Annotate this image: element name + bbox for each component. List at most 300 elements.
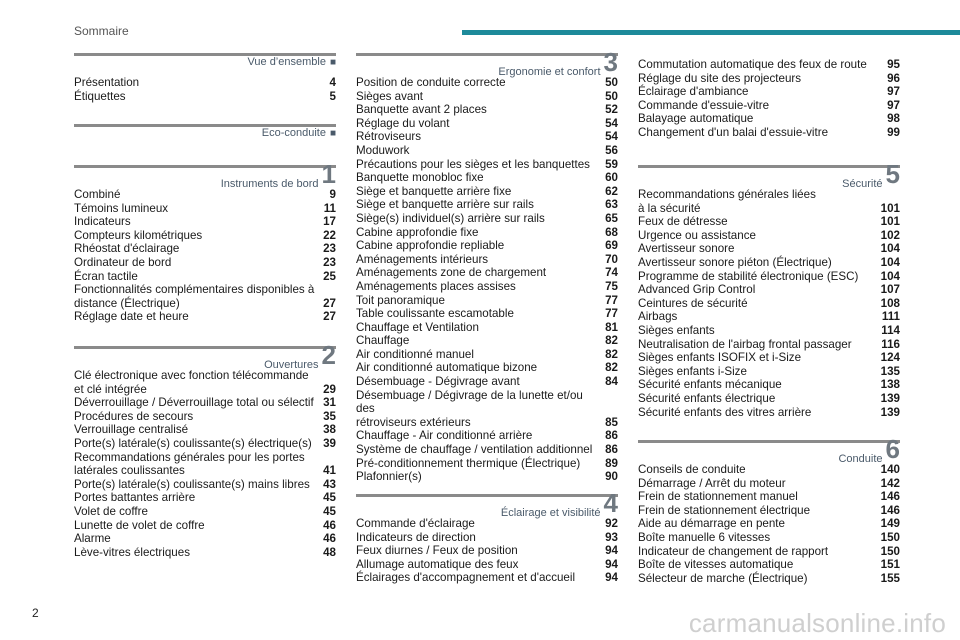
- toc-entry-label: Réglage du volant: [356, 116, 450, 130]
- toc-entry-label: Éclairages d'accompagnement et d'accueil: [356, 571, 576, 585]
- toc-entry-page: 99: [887, 125, 900, 139]
- toc-entry[interactable]: [356, 253, 618, 267]
- toc-entry-label: Programme de stabilité électronique (ESC): [638, 269, 859, 283]
- toc-entry-label: Moduwork: [356, 143, 410, 157]
- toc-entry-page: 150: [880, 530, 900, 544]
- toc-entry[interactable]: [74, 270, 336, 284]
- toc-entry-label: Chauffage: [356, 334, 410, 348]
- section-title[interactable]: Ouvertures: [264, 359, 319, 371]
- toc-entry-label: Présentation: [74, 76, 140, 89]
- toc-entry-page: 45: [323, 504, 336, 518]
- toc-entry-page: 139: [880, 391, 900, 405]
- toc-entry-label: Avertisseur sonore piéton (Électrique): [638, 255, 832, 269]
- toc-entry-page: 108: [880, 296, 900, 310]
- toc-entry-label: Boîte manuelle 6 vitesses: [638, 530, 771, 544]
- toc-entry[interactable]: [638, 188, 900, 215]
- toc-section: [356, 488, 618, 585]
- toc-entry-page: 39: [323, 436, 336, 450]
- toc-entry-page: 139: [880, 405, 900, 419]
- toc-entry-label: Airbags: [638, 310, 678, 324]
- toc-entry-page: 38: [323, 423, 336, 437]
- toc-entry-label: Commutation automatique des feux de route: [638, 58, 867, 71]
- toc-entry-list: [638, 188, 900, 419]
- toc-entry-label: Chauffage - Air conditionné arrière: [356, 429, 533, 443]
- toc-entry-page: 146: [880, 503, 900, 517]
- toc-entry-page: 146: [880, 490, 900, 504]
- toc-entry-label: Système de chauffage / ventilation additionnel: [356, 443, 593, 457]
- section-title[interactable]: Ergonomie et confort: [498, 66, 601, 78]
- toc-entry-page: 17: [323, 215, 336, 229]
- toc-entry-label: Neutralisation de l'airbag frontal passager: [638, 337, 852, 351]
- section-title[interactable]: Eco-conduite: [261, 127, 326, 139]
- toc-entry-label: Lève-vitres électriques: [74, 545, 190, 559]
- toc-entry-label: Feux diurnes / Feux de position: [356, 544, 518, 558]
- page-header-title: Sommaire: [74, 24, 129, 38]
- toc-entry[interactable]: [356, 280, 618, 294]
- toc-entry-label: Avertisseur sonore: [638, 242, 735, 256]
- toc-entry[interactable]: [356, 117, 618, 131]
- toc-entry-page: 54: [605, 116, 618, 130]
- toc-entry[interactable]: [74, 229, 336, 243]
- toc-entry-label: Cabine approfondie repliable: [356, 239, 505, 253]
- toc-entry-page: 25: [323, 269, 336, 283]
- toc-entry[interactable]: [356, 470, 618, 484]
- toc-entry-page: 41: [323, 464, 336, 478]
- toc-entry-page: 82: [605, 347, 618, 361]
- toc-section: [74, 340, 336, 559]
- toc-entry-label: Commande d'éclairage: [356, 517, 475, 530]
- toc-entry[interactable]: [356, 90, 618, 104]
- toc-entry[interactable]: [356, 361, 618, 375]
- toc-entry-page: 142: [880, 476, 900, 490]
- toc-entry[interactable]: [638, 324, 900, 338]
- toc-entry-label: Lunette de volet de coffre: [74, 518, 205, 532]
- toc-entry-page: 11: [323, 201, 336, 215]
- toc-entry-page: 9: [329, 188, 336, 201]
- toc-entry-label: Sièges avant: [356, 89, 424, 103]
- toc-entry-page: 22: [323, 228, 336, 242]
- toc-entry-label: Sièges enfants: [638, 323, 715, 337]
- toc-entry-label: Air conditionné manuel: [356, 347, 474, 361]
- toc-entry-page: 31: [323, 396, 336, 410]
- section-title[interactable]: Vue d’ensemble: [247, 56, 326, 68]
- toc-entry-page: 68: [605, 225, 618, 239]
- toc-entry-page: 60: [605, 171, 618, 185]
- toc-entry-page: 50: [605, 89, 618, 103]
- toc-entry[interactable]: [638, 351, 900, 365]
- toc-entry-page: 65: [605, 211, 618, 225]
- toc-entry-label: Étiquettes: [74, 89, 126, 103]
- toc-entry[interactable]: [356, 185, 618, 199]
- toc-entry-label: Siège et banquette arrière fixe: [356, 184, 512, 198]
- toc-entry[interactable]: [74, 519, 336, 533]
- toc-entry[interactable]: [638, 531, 900, 545]
- toc-entry[interactable]: [356, 457, 618, 471]
- toc-entry-label: Écran tactile: [74, 269, 138, 283]
- toc-entry-page: 101: [880, 201, 900, 215]
- toc-entry-page: 155: [880, 571, 900, 585]
- toc-entry[interactable]: [356, 171, 618, 185]
- toc-entry-page: 140: [880, 463, 900, 476]
- toc-entry-label: Volet de coffre: [74, 504, 148, 518]
- toc-entry[interactable]: [638, 338, 900, 352]
- toc-entry-page: 69: [605, 239, 618, 253]
- toc-entry[interactable]: [356, 571, 618, 585]
- toc-entry-list: [74, 76, 336, 103]
- toc-entry-page: 98: [887, 112, 900, 126]
- toc-entry-label: Cabine approfondie fixe: [356, 225, 479, 239]
- toc-entry-page: 56: [605, 143, 618, 157]
- toc-entry-label: Porte(s) latérale(s) coulissante(s) électrique(s): [74, 436, 312, 450]
- toc-section: [638, 434, 900, 585]
- toc-entry-page: 63: [605, 198, 618, 212]
- toc-entry-page: 124: [880, 351, 900, 365]
- toc-entry-label: Sécurité enfants des vitres arrière: [638, 405, 812, 419]
- toc-entry-page: 138: [880, 378, 900, 392]
- toc-section: [74, 159, 336, 324]
- toc-entry[interactable]: [356, 517, 618, 531]
- toc-entry-label: Verrouillage centralisé: [74, 423, 189, 437]
- toc-entry-label: Sélecteur de marche (Électrique): [638, 571, 808, 585]
- toc-entry-label: Allumage automatique des feux: [356, 557, 519, 571]
- toc-entry-label: Désembuage - Dégivrage avant: [356, 375, 520, 389]
- toc-entry-page: 77: [605, 293, 618, 307]
- toc-entry-page: 54: [605, 130, 618, 144]
- toc-entry[interactable]: [74, 90, 336, 104]
- toc-entry-page: 86: [605, 429, 618, 443]
- toc-entry-label: Pré-conditionnement thermique (Électrique): [356, 456, 581, 470]
- toc-entry[interactable]: [638, 72, 900, 86]
- toc-entry-label: Sécurité enfants mécanique: [638, 378, 782, 392]
- toc-entry[interactable]: [356, 144, 618, 158]
- page-number: 2: [32, 606, 39, 620]
- toc-entry-page: 95: [887, 58, 900, 71]
- toc-entry[interactable]: [356, 321, 618, 335]
- toc-entry-label: Combiné: [74, 188, 121, 201]
- toc-entry-label: Toit panoramique: [356, 293, 445, 307]
- toc-entry-label: Boîte de vitesses automatique: [638, 558, 794, 572]
- toc-entry[interactable]: [638, 490, 900, 504]
- toc-entry-page: 84: [605, 375, 618, 389]
- section-header: [356, 488, 618, 519]
- toc-entry[interactable]: [638, 572, 900, 586]
- toc-entry-label: Plafonnier(s): [356, 470, 422, 484]
- toc-entry-page: 70: [605, 252, 618, 266]
- toc-entry[interactable]: [638, 126, 900, 140]
- toc-entry-page: 151: [880, 558, 900, 572]
- toc-entry[interactable]: [638, 229, 900, 243]
- toc-entry-label: Sièges enfants i-Size: [638, 364, 747, 378]
- toc-entry-label: Fonctionnalités complémentaires disponibles à distance (Électrique): [74, 283, 315, 310]
- toc-entry-page: 81: [605, 320, 618, 334]
- toc-entry-page: 97: [887, 85, 900, 99]
- section-title[interactable]: Éclairage et visibilité: [500, 507, 601, 519]
- toc-entry-page: 82: [605, 361, 618, 375]
- toc-entry-page: 97: [887, 98, 900, 112]
- toc-entry-page: 77: [605, 307, 618, 321]
- toc-entry[interactable]: [638, 463, 900, 477]
- toc-entry-label: Changement d'un balai d'essuie-vitre: [638, 125, 829, 139]
- toc-entry[interactable]: [356, 294, 618, 308]
- toc-entry-page: 29: [323, 382, 336, 396]
- toc-entry-page: 45: [323, 491, 336, 505]
- toc-entry-label: Aménagements zone de chargement: [356, 266, 547, 280]
- toc-entry[interactable]: [356, 429, 618, 443]
- toc-entry-page: 50: [605, 76, 618, 89]
- toc-entry-page: 82: [605, 334, 618, 348]
- toc-entry-label: Indicateurs: [74, 215, 131, 229]
- chapter-number: 2: [321, 340, 336, 370]
- toc-entry-label: Aide au démarrage en pente: [638, 517, 785, 531]
- toc-entry-list: [638, 463, 900, 585]
- toc-entry-label: Réglage date et heure: [74, 310, 189, 324]
- toc-entry[interactable]: [638, 270, 900, 284]
- toc-entry-page: 94: [605, 571, 618, 585]
- toc-section: [74, 53, 336, 103]
- toc-entry-page: 35: [323, 409, 336, 423]
- toc-entry-page: 74: [605, 266, 618, 280]
- toc-entry-label: Désembuage / Dégivrage de la lunette et/ou des rétroviseurs extérieurs: [356, 388, 583, 429]
- header-accent-bar: [462, 30, 960, 35]
- toc-entry-page: 46: [323, 518, 336, 532]
- toc-entry[interactable]: [74, 396, 336, 410]
- toc-entry-label: Procédures de secours: [74, 409, 194, 423]
- toc-entry[interactable]: [638, 558, 900, 572]
- toc-entry[interactable]: [638, 99, 900, 113]
- section-title[interactable]: Conduite: [838, 453, 883, 465]
- toc-entry-label: Urgence ou assistance: [638, 228, 756, 242]
- toc-entry-label: Éclairage d'ambiance: [638, 85, 749, 99]
- toc-entry[interactable]: [356, 389, 618, 430]
- toc-entry[interactable]: [74, 491, 336, 505]
- toc-entry[interactable]: [356, 130, 618, 144]
- toc-entry[interactable]: [356, 76, 618, 90]
- toc-entry-page: 102: [880, 228, 900, 242]
- toc-entry[interactable]: [356, 158, 618, 172]
- toc-entry-page: 59: [605, 157, 618, 171]
- toc-entry-label: Précautions pour les sièges et les banquettes: [356, 157, 590, 171]
- toc-entry[interactable]: [74, 202, 336, 216]
- toc-entry-list: [74, 188, 336, 324]
- toc-entry[interactable]: [74, 478, 336, 492]
- toc-entry-label: Table coulissante escamotable: [356, 307, 514, 321]
- toc-entry-page: 107: [880, 283, 900, 297]
- toc-entry-page: 75: [605, 279, 618, 293]
- toc-entry[interactable]: [356, 544, 618, 558]
- toc-entry-label: Indicateur de changement de rapport: [638, 544, 829, 558]
- toc-entry[interactable]: [356, 375, 618, 389]
- toc-entry[interactable]: [74, 76, 336, 90]
- chapter-number: 5: [885, 159, 900, 189]
- toc-entry-page: 89: [605, 456, 618, 470]
- toc-entry[interactable]: [74, 546, 336, 560]
- toc-entry-label: Siège et banquette arrière sur rails: [356, 198, 534, 212]
- toc-entry-label: Siège(s) individuel(s) arrière sur rails: [356, 211, 545, 225]
- toc-entry-label: Témoins lumineux: [74, 201, 169, 215]
- section-bullet: ■: [329, 57, 336, 68]
- section-header: [638, 434, 900, 465]
- toc-entry[interactable]: [638, 256, 900, 270]
- toc-entry-page: 94: [605, 557, 618, 571]
- chapter-number: 4: [603, 488, 618, 518]
- section-title[interactable]: Instruments de bord: [220, 178, 319, 190]
- toc-entry-label: Recommandations générales pour les portes latérales coulissantes: [74, 450, 305, 478]
- toc-entry[interactable]: [356, 443, 618, 457]
- toc-entry[interactable]: [356, 348, 618, 362]
- toc-entry[interactable]: [638, 392, 900, 406]
- toc-entry[interactable]: [356, 198, 618, 212]
- toc-entry[interactable]: [356, 531, 618, 545]
- toc-entry-page: 104: [880, 269, 900, 283]
- toc-entry[interactable]: [74, 256, 336, 270]
- toc-entry-page: 52: [605, 103, 618, 117]
- toc-entry-page: 92: [605, 517, 618, 530]
- toc-entry[interactable]: [638, 504, 900, 518]
- toc-entry[interactable]: [638, 283, 900, 297]
- toc-entry[interactable]: [356, 239, 618, 253]
- toc-entry[interactable]: [74, 532, 336, 546]
- toc-entry-page: 90: [605, 470, 618, 484]
- toc-entry-page: 43: [323, 477, 336, 491]
- toc-entry-list: [356, 76, 618, 484]
- section-header: [74, 127, 336, 147]
- toc-entry[interactable]: [638, 215, 900, 229]
- toc-entry-label: Position de conduite correcte: [356, 76, 506, 89]
- toc-entry-label: Advanced Grip Control: [638, 283, 756, 297]
- toc-entry-label: Réglage du site des projecteurs: [638, 71, 802, 85]
- toc-entry[interactable]: [74, 451, 336, 478]
- toc-entry-page: 23: [323, 255, 336, 269]
- toc-entry-page: 62: [605, 184, 618, 198]
- section-bullet: ■: [329, 128, 336, 139]
- toc-entry[interactable]: [74, 242, 336, 256]
- toc-section: [356, 47, 618, 484]
- toc-entry[interactable]: [638, 310, 900, 324]
- toc-entry[interactable]: [638, 378, 900, 392]
- chapter-number: 1: [321, 159, 336, 189]
- toc-entry-page: 23: [323, 242, 336, 256]
- toc-entry-label: Sièges enfants ISOFIX et i-Size: [638, 351, 802, 365]
- toc-entry-page: 93: [605, 530, 618, 544]
- toc-entry-page: 85: [605, 415, 618, 429]
- toc-entry[interactable]: [638, 85, 900, 99]
- toc-entry-label: Air conditionné automatique bizone: [356, 361, 538, 375]
- toc-entry-page: 48: [323, 545, 336, 559]
- toc-entry[interactable]: [638, 112, 900, 126]
- toc-entry-label: Indicateurs de direction: [356, 530, 476, 544]
- toc-entry-list: [638, 58, 900, 140]
- toc-entry-page: 114: [881, 323, 900, 337]
- toc-entry[interactable]: [638, 477, 900, 491]
- toc-entry[interactable]: [74, 410, 336, 424]
- toc-entry-label: Frein de stationnement électrique: [638, 503, 811, 517]
- toc-entry-label: Ceintures de sécurité: [638, 296, 748, 310]
- section-header: [74, 340, 336, 371]
- toc-entry-page: 46: [323, 532, 336, 546]
- toc-entry[interactable]: [638, 517, 900, 531]
- toc-section: [638, 58, 900, 140]
- toc-entry-page: 94: [605, 544, 618, 558]
- toc-entry-page: 116: [881, 337, 900, 351]
- toc-entry-label: Portes battantes arrière: [74, 491, 196, 505]
- section-header: [74, 159, 336, 190]
- toc-entry-page: 27: [323, 310, 336, 324]
- toc-entry-page: 5: [329, 89, 336, 103]
- toc-entry[interactable]: [74, 423, 336, 437]
- toc-entry-page: 150: [880, 544, 900, 558]
- toc-entry-page: 27: [323, 296, 336, 310]
- toc-entry-label: Aménagements intérieurs: [356, 252, 489, 266]
- toc-entry[interactable]: [356, 307, 618, 321]
- section-header: [638, 159, 900, 190]
- toc-entry[interactable]: [356, 558, 618, 572]
- toc-entry-page: 149: [880, 517, 900, 531]
- toc-entry-label: Balayage automatique: [638, 112, 754, 126]
- toc-entry[interactable]: [638, 365, 900, 379]
- toc-entry-page: 135: [880, 364, 900, 378]
- toc-entry[interactable]: [74, 310, 336, 324]
- toc-entry-label: Frein de stationnement manuel: [638, 490, 798, 504]
- toc-entry[interactable]: [74, 437, 336, 451]
- toc-entry-label: Sécurité enfants électrique: [638, 391, 776, 405]
- toc-entry[interactable]: [638, 545, 900, 559]
- section-title[interactable]: Sécurité: [842, 178, 883, 190]
- toc-entry-label: Conseils de conduite: [638, 463, 746, 476]
- toc-entry[interactable]: [356, 226, 618, 240]
- toc-entry-list: [74, 369, 336, 559]
- toc-section: [638, 159, 900, 419]
- toc-entry-label: Démarrage / Arrêt du moteur: [638, 476, 786, 490]
- toc-entry-label: Aménagements places assises: [356, 279, 516, 293]
- toc-entry-label: Rhéostat d'éclairage: [74, 242, 180, 256]
- toc-entry[interactable]: [638, 406, 900, 420]
- section-header: [74, 56, 336, 76]
- toc-entry-label: Compteurs kilométriques: [74, 228, 203, 242]
- toc-entry-page: 101: [880, 215, 900, 229]
- toc-entry[interactable]: [638, 58, 900, 72]
- chapter-number: 6: [885, 434, 900, 464]
- toc-entry[interactable]: [356, 266, 618, 280]
- toc-entry[interactable]: [356, 334, 618, 348]
- toc-entry-page: 86: [605, 443, 618, 457]
- toc-entry-label: Banquette monobloc fixe: [356, 171, 484, 185]
- toc-entry-page: 104: [880, 255, 900, 269]
- toc-entry-page: 4: [329, 76, 336, 89]
- toc-entry-label: Rétroviseurs: [356, 130, 422, 144]
- section-header: [356, 47, 618, 78]
- toc-section: [74, 124, 336, 147]
- toc-entry[interactable]: [74, 283, 336, 310]
- toc-entry[interactable]: [638, 242, 900, 256]
- toc-entry-page: 104: [880, 242, 900, 256]
- toc-entry[interactable]: [356, 103, 618, 117]
- toc-entry[interactable]: [74, 215, 336, 229]
- chapter-number: 3: [603, 47, 618, 77]
- toc-entry[interactable]: [74, 505, 336, 519]
- toc-entry[interactable]: [74, 188, 336, 202]
- toc-entry-label: Ordinateur de bord: [74, 255, 172, 269]
- toc-entry[interactable]: [638, 297, 900, 311]
- toc-entry-list: [356, 517, 618, 585]
- toc-entry-label: Déverrouillage / Déverrouillage total ou sélectif: [74, 396, 314, 410]
- toc-entry[interactable]: [356, 212, 618, 226]
- toc-entry-label: Porte(s) latérale(s) coulissante(s) mains libres: [74, 477, 310, 491]
- toc-entry[interactable]: [74, 369, 336, 396]
- toc-entry-label: Clé électronique avec fonction télécommande et clé intégrée: [74, 369, 309, 396]
- toc-entry-label: Alarme: [74, 532, 111, 546]
- toc-entry-label: Chauffage et Ventilation: [356, 320, 479, 334]
- toc-entry-label: Commande d'essuie-vitre: [638, 98, 770, 112]
